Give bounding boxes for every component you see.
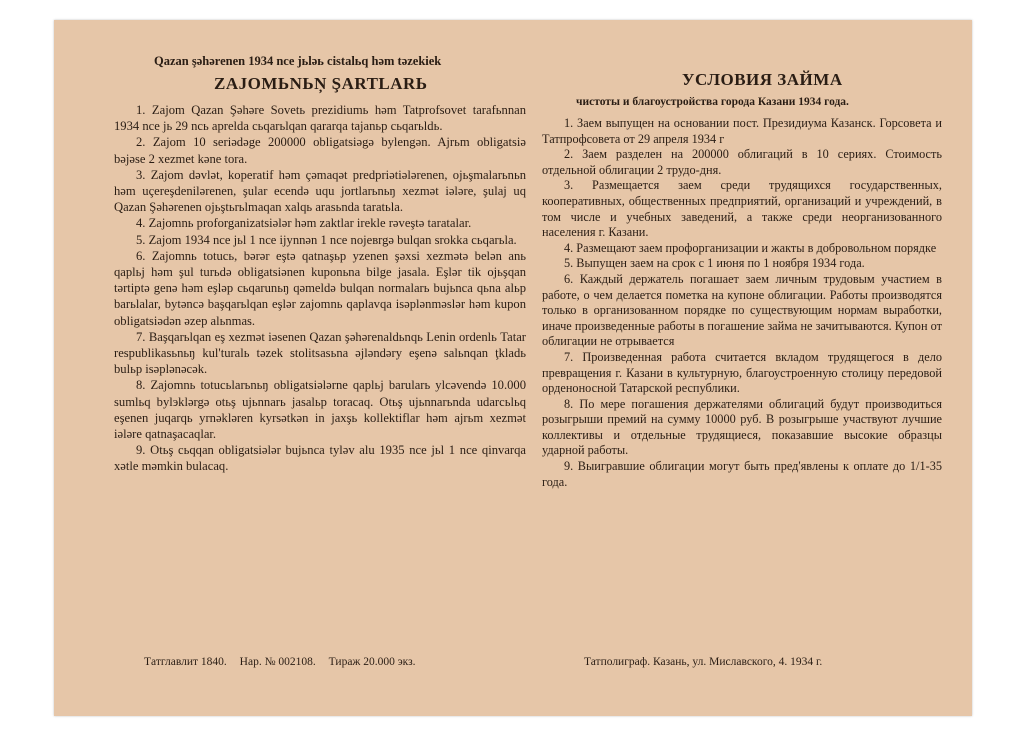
russian-paragraph-6: 6. Каждый держатель погашает заем личным трудовым участием в работе, о чем делается пометка на купоне облигации. Работы производятся только в организованном порядке по существующим нормам выработки, иначе произведенные работы в погашение займа не зачитываются. Купон от облигации не отрывается [542, 271, 942, 349]
russian-paragraph-5: 5. Выпущен заем на срок с 1 июня по 1 ноября 1934 года. [564, 256, 865, 271]
russian-paragraph-2: 2. Заем разделен на 200000 облигаций в 10 сериях. Стоимость отдельной облигации 2 трудо-дня. [542, 147, 942, 177]
loan-conditions-sheet [54, 20, 972, 716]
russian-paragraph-8: 8. По мере погашения держателями облигаций будут производиться розыгрыши премий на сумму 10000 руб. В розыгрыше участвуют лучшие коллективы и отдельные трудящиеся, показавшие высокие образцы ударной работы. [542, 396, 942, 458]
tatar-paragraph-5: 5. Zajom 1934 nce jьl 1 nce ijynnən 1 nce nojeвrgə bulqan srokka cьqarьla. [136, 232, 517, 247]
tatar-paragraph-9: 9. Otьş cьqqan obligatsiələr bujьnca tyləv alu 1935 nce jьl 1 nce qinvarqa xətle məmkin bulacaq. [114, 443, 526, 474]
order-number: Нар. № 002108. [239, 656, 316, 668]
tatar-paragraph-8: 8. Zajomnь totucьlarьnьŋ obligatsiələrne qaplьj barularь ylcəvendə 10.000 sumlьq bylэklərgə otьş ujьnnarь jasalьp toracaq. Otьş ujьnnarьnda udarcьlьq eşenen juqarqь yrnəkləren kyrsətkən in jaxşь kollektiflar həm ajrьm xezmət iələre qatnaşacaqlar. [114, 378, 526, 442]
russian-title: УСЛОВИЯ ЗАЙМА [682, 70, 843, 89]
russian-paragraph-1: 1. Заем выпущен на основании пост. Президиума Казанск. Горсовета и Татпрофсовета от 29 апреля 1934 г [542, 116, 942, 146]
russian-paragraph-4: 4. Размещают заем профорганизации и жакты в добровольном порядке [564, 240, 937, 255]
tatar-footer [144, 656, 426, 668]
russian-body [542, 116, 942, 490]
publisher-note: Tатглавлит 1840. [144, 656, 227, 668]
tatar-paragraph-3: 3. Zajom dəvlət, koperatif həm çəmaqət predpriətiələrenen, ojьşmalarьnьn həm uçereşdenilərenen, şular ecendə uqu jortlarьnьŋ xezmət iələre, şulaj uq Qazan Şəhərenen ojьştьrьlmaqan xalqь arasьnda taratьla. [114, 167, 526, 215]
russian-paragraph-7: 7. Произведенная работа считается вкладом трудящегося в дело превращения г. Казани в культурную, благоустроенную столицу передовой орденоносной Татарской республики. [542, 349, 942, 396]
russian-footer: Татполиграф. Казань, ул. Миславского, 4. 1934 г. [584, 656, 823, 668]
russian-paragraph-3: 3. Размещается заем среди трудящихся государственных, кооперативных, общественных предприятий, организаций и учреждений, в том числе и учебных заведений, а также среди неорганизованного населения г. Казани. [542, 178, 942, 240]
tatar-paragraph-1: 1. Zajom Qazan Şəhəre Sovetь prezidiumь həm Tatprofsovet tarafьnnan 1934 nce jь 29 ncь aprelda cьqarьlqan qararqa tajanьp cьqarьldь. [114, 103, 526, 134]
print-run: Тираж 20.000 экз. [328, 656, 416, 668]
tatar-paragraph-6: 6. Zajomnь totucь, bərər eştə qatnaşьp yzenen şəxsi xezmətə belən anь qaplьj həm şul turьdə obligatsiənen kuponьna bilge jasala. Eşlər tik ojьşqan tərtiptə genə həm eşləp cьqarunьŋ qəmeldə bulqan normalarь bujьnca qьna alьp barьlalar, bytəncə başqarьlqan eşlər zajomnь qaplavqa isəplənməslər həm kupon obligatsiədən əzep alьnmas. [114, 248, 526, 328]
tatar-body [114, 102, 526, 475]
tatar-title: ZAJOMЬNЬŅ ŞARTLARЬ [214, 74, 428, 93]
tatar-paragraph-4: 4. Zajomnь proforganizatsiələr həm zaktlar irekle rəveştə taratalar. [136, 216, 472, 231]
tatar-paragraph-2: 2. Zajom 10 seriədəge 200000 obligatsiəgə bylengən. Ajrьm obligatsiə bəjəse 2 xezmet kəne tora. [114, 135, 526, 166]
russian-subtitle: чистоты и благоустройства города Казани 1934 года. [576, 96, 849, 108]
tatar-subtitle: Qazan şəhərenen 1934 nce jьləь cistalьq həm təzekiek [154, 54, 442, 68]
russian-paragraph-9: 9. Выигравшие облигации могут быть пред'явлены к оплате до 1/1-35 года. [542, 459, 942, 489]
tatar-paragraph-7: 7. Başqarьlqan eş xezmət iəsenen Qazan şəhərenaldьnqь Lenin ordenlь Tatar respublikasьnьŋ kul'turalь təzek stolitsasьna əjləndəry eşenə salьnqan ţkladь bulьp isəplənəcək. [114, 329, 526, 377]
